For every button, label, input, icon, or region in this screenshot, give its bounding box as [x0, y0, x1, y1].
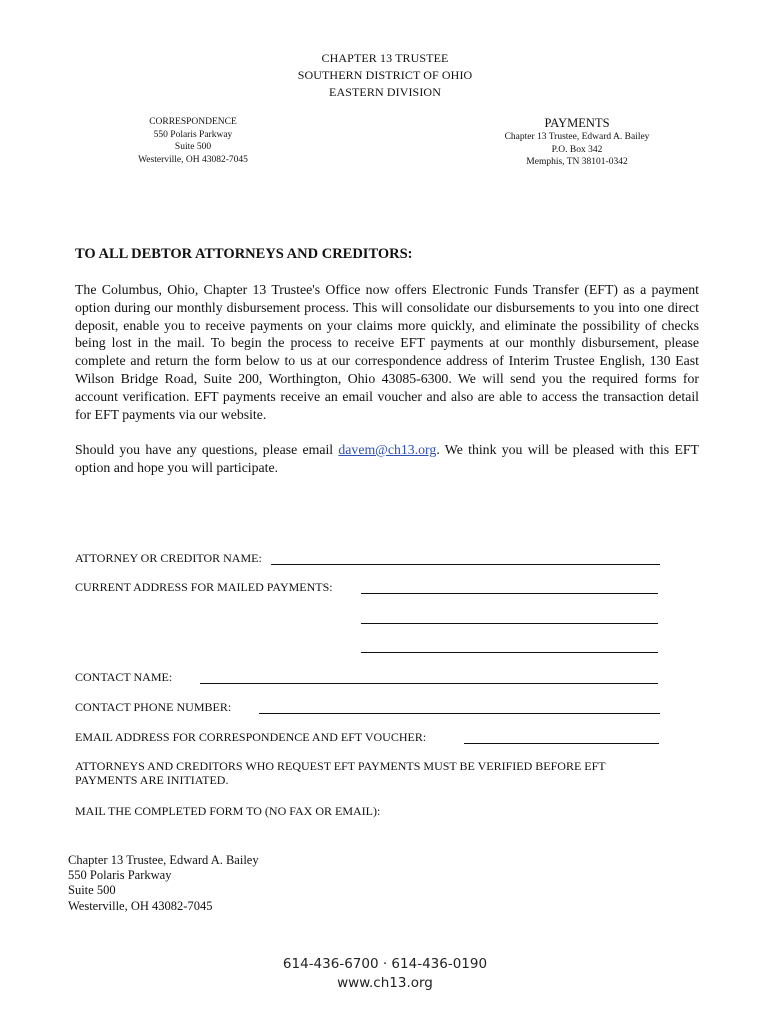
correspondence-title: CORRESPONDENCE [149, 117, 237, 127]
verification-notice: ATTORNEYS AND CREDITORS WHO REQUEST EFT PAYMENTS MUST BE VERIFIED BEFORE EFT PAYMENTS ARE INITIATED. [75, 759, 606, 787]
paragraph-2-end: . We think you will be pleased with this EFT option and hope you will participate. [75, 442, 699, 475]
body-paragraph-2 [75, 441, 699, 477]
correspondence-address [118, 116, 268, 166]
payments-title: PAYMENTS [544, 116, 610, 130]
footer-website: www.ch13.org [337, 975, 433, 991]
payments-line-2: P.O. Box 342 [551, 144, 603, 155]
email-link[interactable]: davem@ch13.org [338, 442, 437, 457]
attorney-name-field[interactable] [271, 564, 660, 565]
payments-line-1: Chapter 13 Trustee, Edward A. Bailey [504, 132, 650, 142]
payments-line-3: Memphis, TN 38101-0342 [526, 157, 628, 167]
mail-to-line-3: Suite 500 [68, 883, 116, 898]
letterhead-title [0, 50, 770, 101]
email-address-field[interactable] [464, 743, 659, 744]
letter-heading: TO ALL DEBTOR ATTORNEYS AND CREDITORS: [75, 246, 413, 262]
payments-address [488, 116, 666, 169]
address-field-line-2[interactable] [361, 623, 658, 624]
contact-name-field[interactable] [200, 683, 658, 684]
header-line-3: EASTERN DIVISION [329, 85, 441, 99]
correspondence-line-3: Westerville, OH 43082-7045 [138, 154, 248, 165]
address-field-line-1[interactable] [361, 593, 658, 594]
contact-phone-field[interactable] [259, 713, 660, 714]
footer [0, 955, 770, 993]
header-line-1: CHAPTER 13 TRUSTEE [321, 51, 449, 65]
paragraph-2-start: Should you have any questions, please email [75, 442, 339, 457]
attorney-name-label: ATTORNEY OR CREDITOR NAME: [75, 551, 262, 565]
address-label: CURRENT ADDRESS FOR MAILED PAYMENTS: [75, 580, 333, 594]
email-address-label: EMAIL ADDRESS FOR CORRESPONDENCE AND EFT VOUCHER: [75, 730, 427, 744]
address-field-line-3[interactable] [361, 652, 658, 653]
contact-name-label: CONTACT NAME: [75, 670, 173, 684]
correspondence-line-2: Suite 500 [174, 142, 212, 152]
mail-instruction: MAIL THE COMPLETED FORM TO (NO FAX OR EMAIL): [75, 804, 381, 818]
contact-phone-label: CONTACT PHONE NUMBER: [75, 700, 232, 714]
mail-to-address [68, 853, 259, 914]
correspondence-line-1: 550 Polaris Parkway [153, 129, 233, 140]
mail-to-line-1: Chapter 13 Trustee, Edward A. Bailey [68, 853, 259, 867]
mail-to-line-4: Westerville, OH 43082-7045 [68, 898, 213, 913]
body-paragraph-1: The Columbus, Ohio, Chapter 13 Trustee's Office now offers Electronic Funds Transfer (EFT) as a payment option during our monthly disbursement process. This will consolidate our disbursements to you into one direct deposit, enable you to receive payments on your claims more quickly, and eliminate the possibility of checks being lost in the mail. To begin the process to receive EFT payments at our monthly disbursement, please complete and return the form below to us at our correspondence address of Interim Trustee English, 130 East Wilson Bridge Road, Suite 200, Worthington, Ohio 43085-6300. We will send you the required forms for account verification. EFT payments receive an email voucher and also are able to access the transaction detail for EFT payments via our website. [75, 282, 699, 422]
mail-to-line-2: 550 Polaris Parkway [68, 868, 172, 883]
footer-phones: 614-436-6700 · 614-436-0190 [282, 956, 488, 972]
header-line-2: SOUTHERN DISTRICT OF OHIO [297, 68, 473, 82]
